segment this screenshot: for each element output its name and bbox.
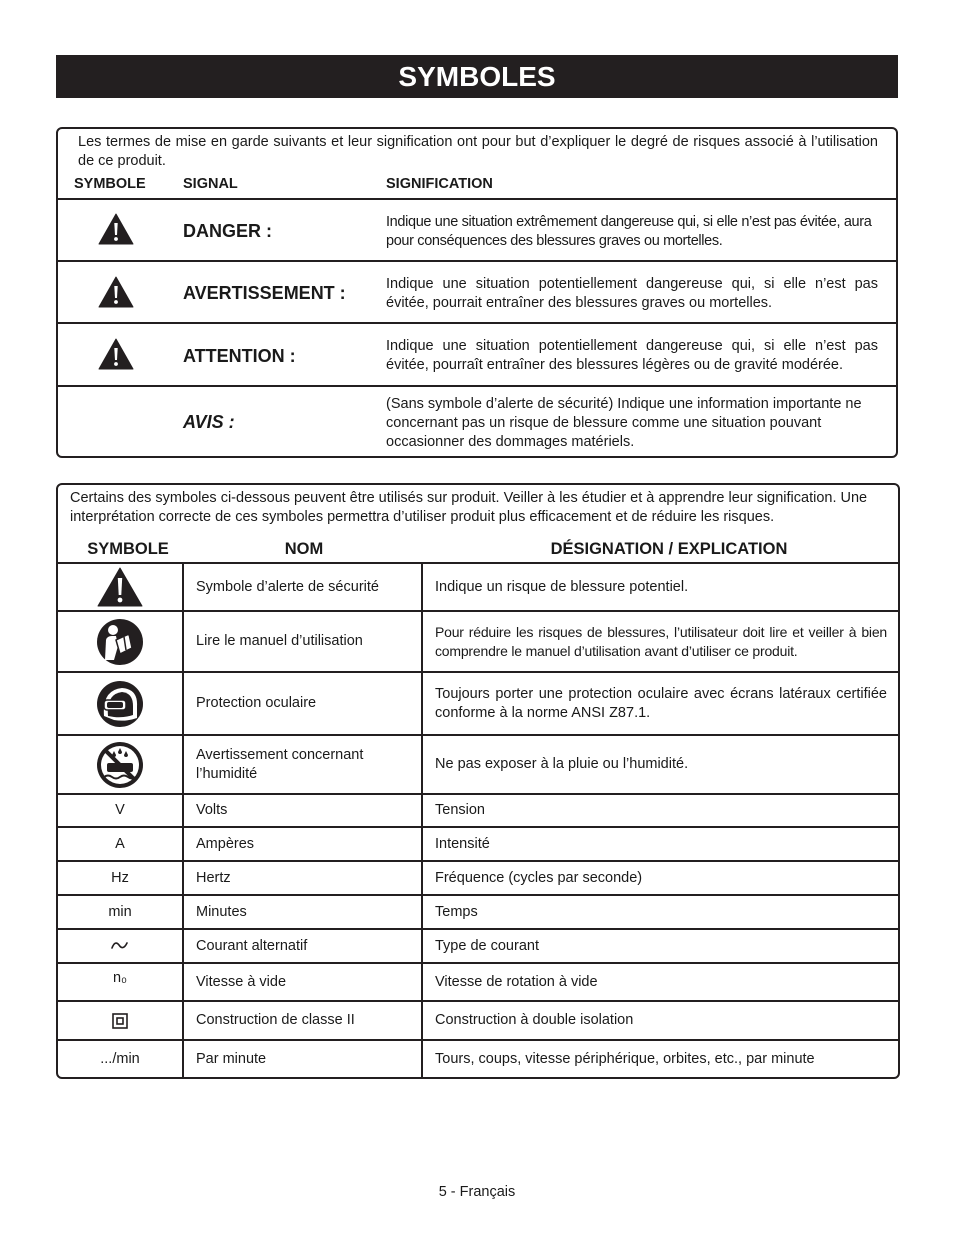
symbol-name: Minutes [196,903,247,920]
symbol-explanation: Type de courant [435,937,539,954]
read-manual-icon [58,612,182,671]
signal-warning: AVERTISSEMENT : [183,283,346,303]
symbol-explanation: Indique un risque de blessure potentiel. [435,578,689,595]
page-title: SYMBOLES [56,55,898,98]
symbol-explanation: Temps [435,903,478,920]
symbol-explanation: Toujours porter une protection oculaire avec écrans latéraux certifiée conforme à la norme ANSI Z87.1. [435,685,887,721]
table-row [58,1002,898,1039]
class-ii-construction-icon [58,1002,182,1039]
symbol-name: Vitesse à vide [196,973,287,990]
symbol-name: Lire le manuel d’utilisation [196,633,363,649]
symbol-text: .../min [100,1050,140,1067]
no-rain-icon [58,736,182,793]
table-row [58,1041,898,1077]
divider [58,198,896,200]
signal-caution: ATTENTION : [183,346,296,366]
symbol-text: A [115,835,125,852]
symbol-text: min [108,903,132,920]
symbol-text: n₀ [112,970,128,986]
header-symbol: SYMBOLE [74,176,146,192]
eye-protection-icon [58,673,182,734]
signal-notice: AVIS : [183,412,235,432]
table-row [58,736,898,793]
symbols-intro: Certains des symboles ci-dessous peuvent être utilisés sur produit. Veiller à les étudier et à apprendre leur signification. Une interprétation correcte de ces symboles permettra d’utiliser produit plus efficacement et de réduire les risques. [70,490,868,525]
symbol-explanation: Intensité [435,835,490,852]
symbol-explanation: Tours, coups, vitesse périphérique, orbites, etc., par minute [435,1050,815,1067]
symbol-name: Protection oculaire [196,695,317,711]
symbol-explanation: Pour réduire les risques de blessures, l’utilisateur doit lire et veiller à bien comprendre le manuel d’utilisation avant d’utiliser ce produit. [435,623,887,659]
divider [58,385,896,387]
divider [58,322,896,324]
warning-triangle-icon [98,213,134,245]
table-row [58,896,898,928]
header-explanation: DÉSIGNATION / EXPLICATION [550,540,788,558]
table-row [58,564,898,610]
meaning-caution: Indique une situation potentiellement dangereuse qui, si elle n’est pas évitée, pourraît entraîner des blessures légères ou de gravité modérée. [386,338,878,373]
symbol-text: V [115,802,125,818]
divider [58,260,896,262]
symbol-text: Hz [111,869,129,886]
symbol-name: Hertz [196,869,231,886]
symbol-name: Courant alternatif [196,937,308,954]
symbol-name: Ampères [196,835,255,852]
header-signal: SIGNAL [183,176,238,192]
meaning-danger: Indique une situation extrêmement dangereuse qui, si elle n’est pas évitée, aura pour conséquences des blessures graves ou mortelles. [386,214,872,249]
meaning-warning: Indique une situation potentiellement dangereuse qui, si elle n’est pas évitée, pourrait entraîner des blessures graves ou mortelles. [386,276,878,311]
symbol-explanation: Ne pas exposer à la pluie ou l’humidité. [435,756,689,772]
symbol-explanation: Construction à double isolation [435,1012,634,1028]
signal-words-box [56,127,898,458]
header-name: NOM [284,540,324,558]
table-row [58,795,898,826]
header-meaning: SIGNIFICATION [386,176,493,192]
safety-alert-icon [58,564,182,610]
signal-danger: DANGER : [183,221,272,241]
warning-triangle-icon [98,276,134,308]
symbol-name: Par minute [196,1050,267,1067]
table-row [58,673,898,734]
warning-triangle-icon [98,338,134,370]
symbol-explanation: Vitesse de rotation à vide [435,973,598,990]
page-number: 5 - Français [438,1184,516,1200]
table-row [58,930,898,962]
symbols-table [56,483,900,1079]
symbol-name: Symbole d’alerte de sécurité [196,578,379,595]
symbol-name: Volts [196,802,228,818]
symbol-explanation: Fréquence (cycles par seconde) [435,869,643,886]
symbol-name: Avertissement concernant l’humidité [196,746,364,782]
signal-intro: Les termes de mise en garde suivants et leur signification ont pour but d’expliquer le degré de risques associé à l’utilisation de ce produit. [78,134,878,169]
header-symbol: SYMBOLE [87,540,169,558]
alternating-current-icon [58,930,182,962]
table-row [58,964,898,1000]
table-row [58,612,898,671]
symbol-explanation: Tension [435,802,485,818]
meaning-notice: (Sans symbole d’alerte de sécurité) Indique une information importante ne concernant pas un risque de blessure comme une situation pouvant occasionner des dommages matériels. [386,396,862,450]
symbol-name: Construction de classe II [196,1012,355,1028]
table-row [58,862,898,894]
table-row [58,828,898,860]
